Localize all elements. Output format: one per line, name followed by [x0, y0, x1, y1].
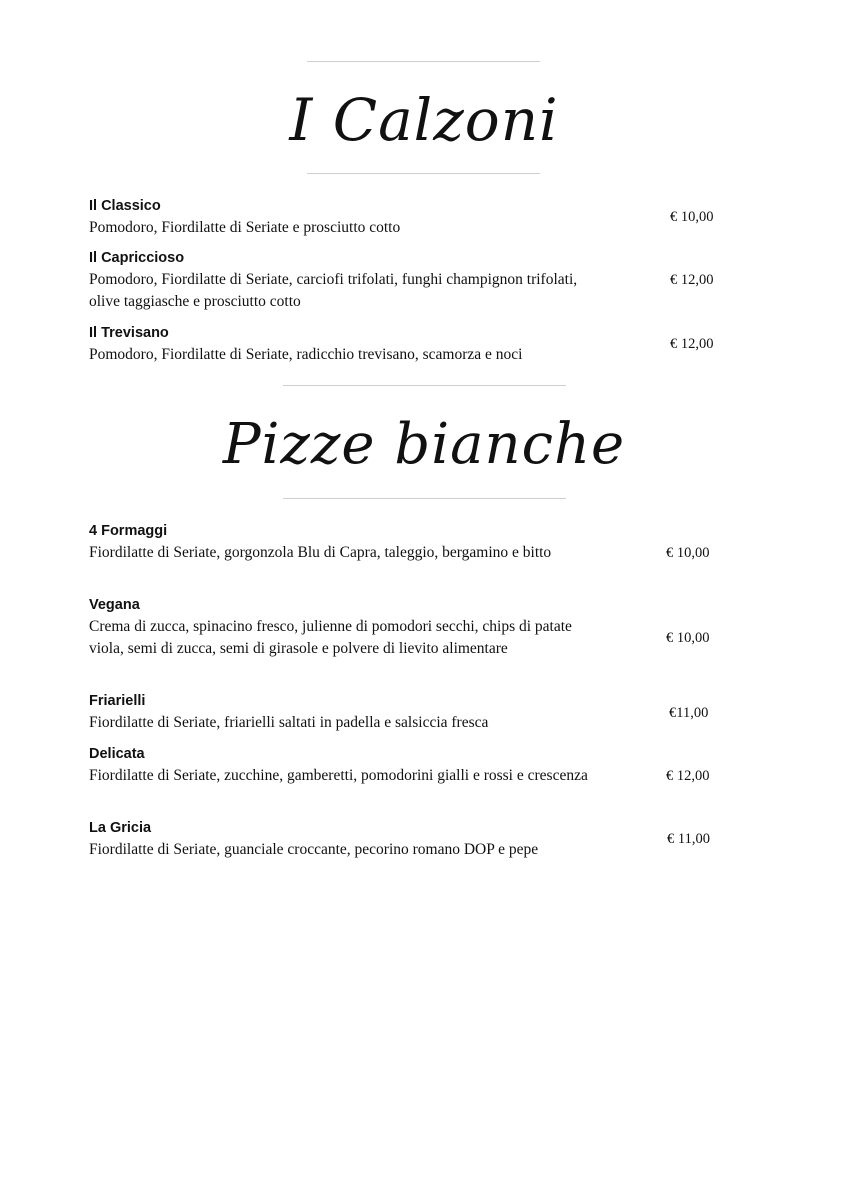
item-description: Fiordilatte di Seriate, guanciale croccante, pecorino romano DOP e pepe — [89, 841, 539, 858]
item-price: € 12,00 — [666, 768, 710, 784]
menu-item-il-capriccioso — [89, 247, 609, 313]
item-price: € 10,00 — [666, 630, 710, 646]
item-price: € 11,00 — [667, 831, 710, 847]
item-price: € 10,00 — [666, 545, 710, 561]
item-description: Fiordilatte di Seriate, friarielli saltati in padella e salsiccia fresca — [89, 714, 489, 731]
item-price: € 10,00 — [670, 209, 714, 225]
item-name: Il Capriccioso — [89, 250, 185, 266]
menu-item-il-classico — [89, 195, 609, 239]
item-description: Pomodoro, Fiordilatte di Seriate e prosciutto cotto — [89, 219, 401, 236]
item-price: € 12,00 — [670, 336, 714, 352]
header-bottom-rule — [283, 498, 566, 499]
menu-item-4-formaggi — [89, 520, 609, 564]
menu-item-delicata — [89, 743, 609, 787]
item-description: Pomodoro, Fiordilatte di Seriate, carciofi trifolati, funghi champignon trifolati, olive taggiasche e prosciutto cotto — [89, 271, 578, 310]
section-title-calzoni: I Calzoni — [289, 86, 559, 154]
menu-item-la-gricia — [89, 817, 629, 861]
item-name: Il Classico — [89, 198, 161, 214]
item-name: 4 Formaggi — [89, 523, 168, 539]
item-description: Pomodoro, Fiordilatte di Seriate, radicchio trevisano, scamorza e noci — [89, 346, 523, 363]
menu-item-il-trevisano — [89, 322, 609, 366]
item-description: Fiordilatte di Seriate, zucchine, gamberetti, pomodorini gialli e rossi e crescenza — [89, 767, 588, 784]
item-price: € 12,00 — [670, 272, 714, 288]
header-top-rule — [307, 61, 540, 62]
item-description: Crema di zucca, spinacino fresco, julienne di pomodori secchi, chips di patate viola, semi di zucca, semi di girasole e polvere di lievito alimentare — [89, 618, 572, 657]
menu-item-vegana — [89, 594, 609, 660]
header-top-rule — [283, 385, 566, 386]
item-price: €11,00 — [669, 705, 709, 721]
item-name: Vegana — [89, 597, 140, 613]
menu-item-friarielli — [89, 690, 609, 734]
item-name: Il Trevisano — [89, 325, 169, 341]
item-description: Fiordilatte di Seriate, gorgonzola Blu di Capra, taleggio, bergamino e bitto — [89, 544, 552, 561]
item-name: Friarielli — [89, 693, 146, 709]
section-title-pizze-bianche: Pizze bianche — [222, 412, 626, 477]
header-bottom-rule — [307, 173, 540, 174]
item-name: La Gricia — [89, 820, 152, 836]
item-name: Delicata — [89, 746, 145, 762]
